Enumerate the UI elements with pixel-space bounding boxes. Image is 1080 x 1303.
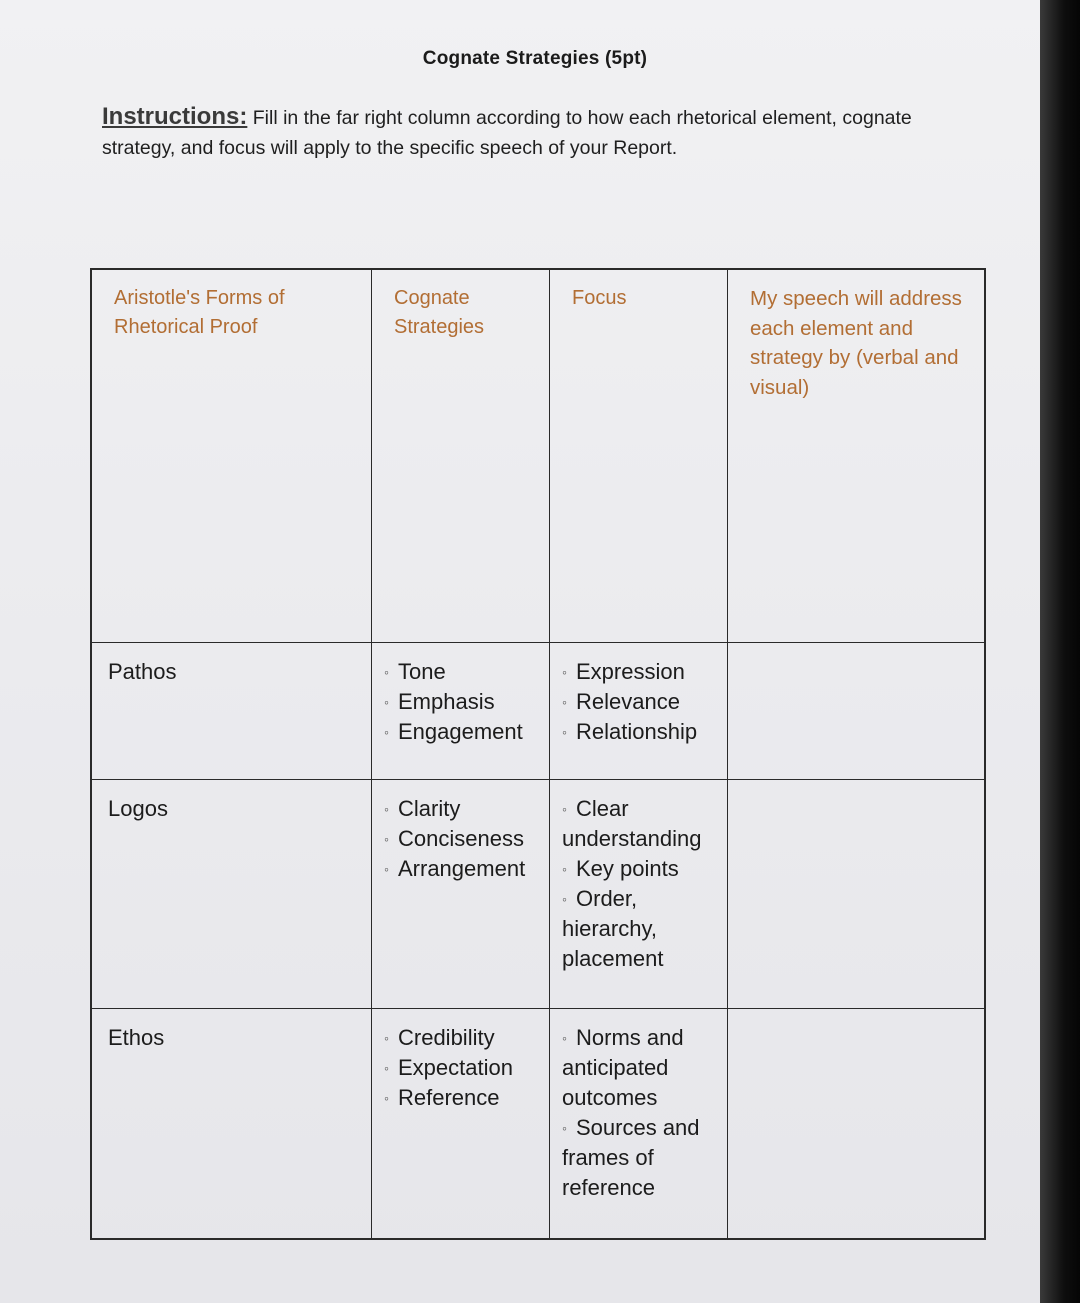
list-item xyxy=(384,1023,539,1053)
strategy-label: Arrangement xyxy=(398,856,526,881)
list-item xyxy=(384,1053,539,1083)
list-item xyxy=(562,717,717,747)
row-pathos-strategies xyxy=(372,643,550,780)
focus-label: Norms and anticipated outcomes xyxy=(562,1025,684,1110)
hollow-circle-bullet-icon: ◦ xyxy=(562,1030,567,1046)
focus-label: Clear understanding xyxy=(562,796,702,851)
list-item xyxy=(562,884,717,974)
row-logos-focus xyxy=(550,780,728,1009)
list-item xyxy=(562,687,717,717)
row-pathos-form: Pathos xyxy=(92,643,372,780)
strategy-label: Expectation xyxy=(398,1055,513,1080)
hollow-circle-bullet-icon: ◦ xyxy=(384,1060,389,1076)
hollow-circle-bullet-icon: ◦ xyxy=(562,724,567,740)
row-logos-form: Logos xyxy=(92,780,372,1009)
row-pathos-my-speech-input[interactable] xyxy=(728,643,984,780)
list-item xyxy=(562,1023,717,1113)
row-logos-strategies xyxy=(372,780,550,1009)
focus-label: Sources and frames of reference xyxy=(562,1115,700,1200)
strategy-label: Emphasis xyxy=(398,689,495,714)
row-ethos-form: Ethos xyxy=(92,1009,372,1240)
instructions-label: Instructions: xyxy=(102,103,248,130)
header-my-speech: My speech will address each element and strategy by (verbal and visual) xyxy=(728,270,984,643)
list-item xyxy=(562,1113,717,1203)
strategy-label: Engagement xyxy=(398,719,523,744)
hollow-circle-bullet-icon: ◦ xyxy=(384,801,389,817)
list-item xyxy=(384,657,539,687)
strategy-label: Credibility xyxy=(398,1025,495,1050)
hollow-circle-bullet-icon: ◦ xyxy=(562,694,567,710)
focus-label: Key points xyxy=(576,856,679,881)
hollow-circle-bullet-icon: ◦ xyxy=(562,801,567,817)
device-edge xyxy=(1040,0,1080,1303)
hollow-circle-bullet-icon: ◦ xyxy=(562,891,567,907)
focus-label: Relevance xyxy=(576,689,680,714)
hollow-circle-bullet-icon: ◦ xyxy=(384,724,389,740)
hollow-circle-bullet-icon: ◦ xyxy=(384,1030,389,1046)
focus-label: Expression xyxy=(576,659,685,684)
strategy-label: Conciseness xyxy=(398,826,524,851)
document-title: Cognate Strategies (5pt) xyxy=(422,48,648,69)
focus-label: Relationship xyxy=(576,719,698,744)
hollow-circle-bullet-icon: ◦ xyxy=(384,831,389,847)
row-logos-my-speech-input[interactable] xyxy=(728,780,984,1009)
list-item xyxy=(562,854,717,884)
header-cognate-strategies: Cognate Strategies xyxy=(372,270,550,643)
hollow-circle-bullet-icon: ◦ xyxy=(562,664,567,680)
strategy-label: Clarity xyxy=(398,796,461,821)
hollow-circle-bullet-icon: ◦ xyxy=(384,694,389,710)
hollow-circle-bullet-icon: ◦ xyxy=(562,1120,567,1136)
hollow-circle-bullet-icon: ◦ xyxy=(384,1090,389,1106)
hollow-circle-bullet-icon: ◦ xyxy=(384,664,389,680)
list-item xyxy=(384,687,539,717)
list-item xyxy=(562,657,717,687)
hollow-circle-bullet-icon: ◦ xyxy=(384,861,389,877)
list-item xyxy=(384,854,539,884)
instructions-text: Fill in the far right column according to how each rhetorical element, cognate strategy, and focus will apply to the specific speech of your Report. xyxy=(102,107,912,159)
strategies-table xyxy=(90,268,986,1240)
list-item xyxy=(562,794,717,854)
row-ethos-my-speech-input[interactable] xyxy=(728,1009,984,1240)
instructions-paragraph xyxy=(102,102,942,163)
list-item xyxy=(384,1083,539,1113)
list-item xyxy=(384,717,539,747)
list-item xyxy=(384,794,539,824)
row-pathos-focus xyxy=(550,643,728,780)
header-forms-of-proof: Aristotle's Forms of Rhetorical Proof xyxy=(92,270,372,643)
row-ethos-strategies xyxy=(372,1009,550,1240)
hollow-circle-bullet-icon: ◦ xyxy=(562,861,567,877)
strategy-label: Tone xyxy=(398,659,446,684)
header-focus: Focus xyxy=(550,270,728,643)
strategy-label: Reference xyxy=(398,1085,500,1110)
list-item xyxy=(384,824,539,854)
row-ethos-focus xyxy=(550,1009,728,1240)
focus-label: Order, hierarchy, placement xyxy=(562,886,664,971)
